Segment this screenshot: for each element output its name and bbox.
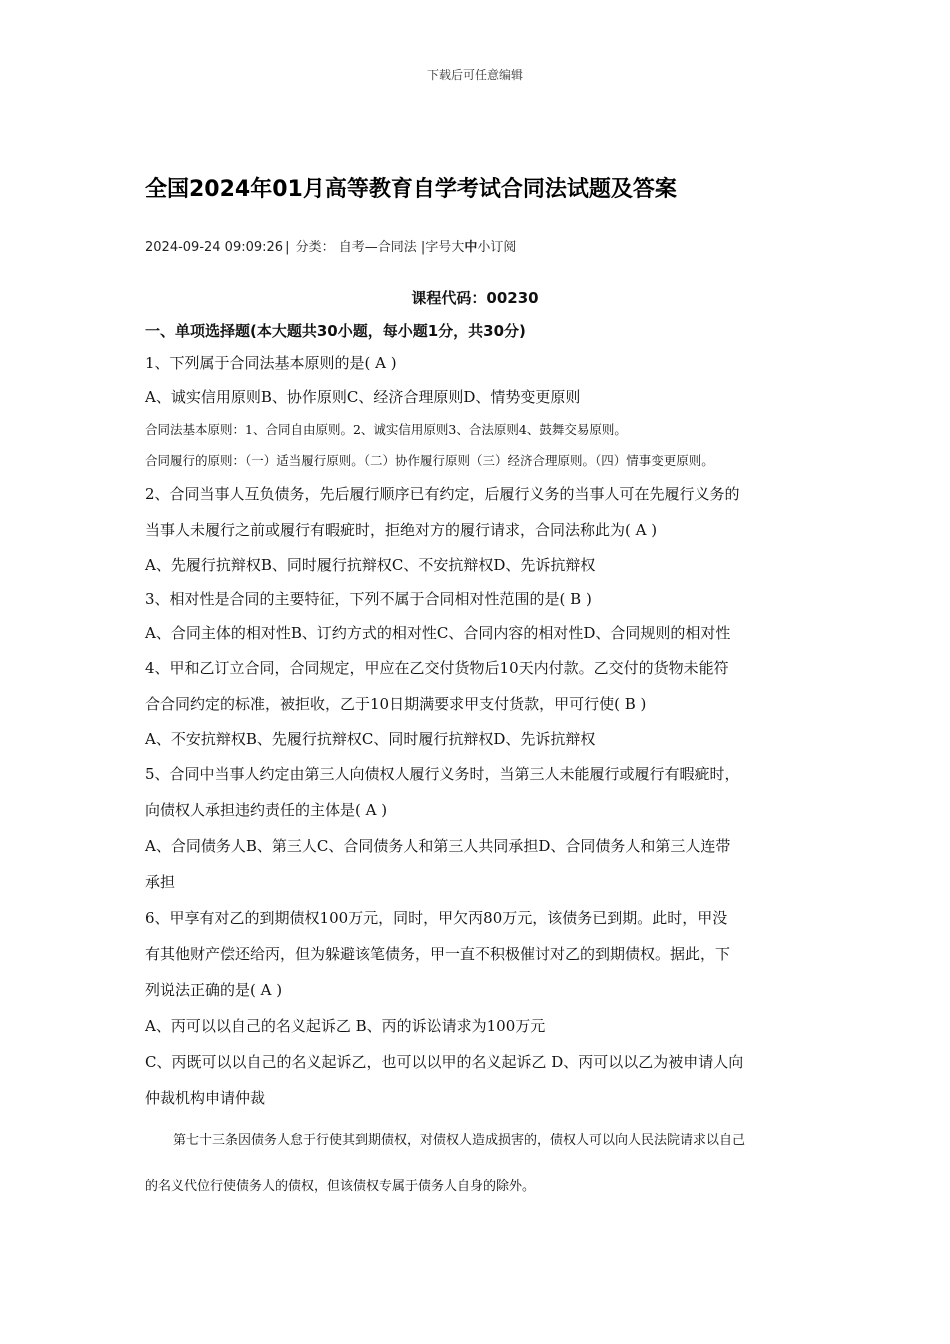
question-3-options: A、合同主体的相对性B、订约方式的相对性C、合同内容的相对性D、合同规则的相对性 <box>145 624 731 642</box>
question-6-note <box>145 1118 825 1210</box>
question-2-stem-line-2: 当事人未履行之前或履行有暇疵时，拒绝对方的履行请求，合同法称此为( A ) <box>145 521 658 539</box>
question-6-options-line-1: A、丙可以以自己的名义起诉乙 B、丙的诉讼请求为100万元 <box>145 1017 546 1035</box>
question-6-stem-line-2: 有其他财产偿还给丙，但为躲避该笔债务，甲一直不积极催讨对乙的到期债权。据此，下 <box>145 945 731 963</box>
document-title: 全国2024年01月高等教育自学考试合同法试题及答案 <box>145 177 677 202</box>
course-code: 课程代码：00230 <box>411 289 539 307</box>
question-6-stem-line-3: 列说法正确的是( A ) <box>145 981 283 999</box>
question-3-stem: 3、相对性是合同的主要特征，下列不属于合同相对性范围的是( B ) <box>145 590 592 608</box>
question-6-note-line-1: 第七十三条因债务人怠于行使其到期债权，对债权人造成损害的，债权人可以向人民法院请求以自己 <box>173 1133 746 1148</box>
question-1-stem: 1、下列属于合同法基本原则的是( A ) <box>145 354 397 372</box>
question-6-stem-line-1: 6、甲享有对乙的到期债权100万元，同时，甲欠丙80万元，该债务已到期。此时，甲没 <box>145 909 728 927</box>
question-4-options: A、不安抗辩权B、先履行抗辩权C、同时履行抗辩权D、先诉抗辩权 <box>145 730 596 748</box>
publish-datetime: 2024-09-24 09:09:26 <box>145 240 284 255</box>
font-size-small-button[interactable]: 小 <box>477 240 491 255</box>
question-2-options: A、先履行抗辩权B、同时履行抗辩权C、不安抗辩权D、先诉抗辩权 <box>145 556 596 574</box>
article-meta: 2024-09-24 09:09:26 | 分类： 自考—合同法 |字号大中小订阅 <box>145 240 517 255</box>
question-1-options: A、诚实信用原则B、协作原则C、经济合理原则D、情势变更原则 <box>145 388 581 406</box>
question-5-stem-line-2: 向债权人承担违约责任的主体是( A ) <box>145 801 388 819</box>
question-4-stem-line-2: 合合同约定的标准，被拒收，乙于10日期满要求甲支付货款，甲可行使( B ) <box>145 695 647 713</box>
question-1-note-2: 合同履行的原则：（一）适当履行原则。（二）协作履行原则（三）经济合理原则。（四）情事变更原则。 <box>145 453 714 468</box>
question-6-note-line-2: 的名义代位行使债务人的债权，但该债权专属于债务人自身的除外。 <box>145 1179 536 1194</box>
question-5-stem-line-1: 5、合同中当事人约定由第三人向债权人履行义务时，当第三人未能履行或履行有暇疵时， <box>145 765 740 783</box>
question-2-stem-line-1: 2、合同当事人互负债务，先后履行顺序已有约定，后履行义务的当事人可在先履行义务的 <box>145 485 740 503</box>
question-6-options-line-3: 仲裁机构申请仲裁 <box>145 1089 266 1107</box>
question-1-note-1: 合同法基本原则：1、合同自由原则。2、诚实信用原则3、合法原则4、鼓舞交易原则。 <box>145 422 627 437</box>
question-4-stem-line-1: 4、甲和乙订立合同，合同规定，甲应在乙交付货物后10天内付款。乙交付的货物未能符 <box>145 659 729 677</box>
question-5-options-line-1: A、合同债务人B、第三人C、合同债务人和第三人共同承担D、合同债务人和第三人连带 <box>145 837 731 855</box>
subscribe-link[interactable]: 订阅 <box>490 240 517 255</box>
question-5-options-line-2: 承担 <box>145 873 176 891</box>
font-size-medium-button[interactable]: 中 <box>464 240 478 255</box>
header-note: 下载后可任意编辑 <box>426 68 523 82</box>
font-size-large-button[interactable]: 大 <box>451 240 465 255</box>
question-6-options-line-2: C、丙既可以以自己的名义起诉乙，也可以以甲的名义起诉乙 D、丙可以以乙为被申请人向 <box>145 1053 744 1071</box>
exam-content <box>145 316 825 1210</box>
section-heading: 一、单项选择题(本大题共30小题，每小题1分，共30分) <box>145 322 526 340</box>
category-label: 分类： <box>295 240 335 255</box>
font-size-prefix: |字号 <box>420 240 452 255</box>
category-link[interactable]: 自考—合同法 <box>338 240 417 255</box>
